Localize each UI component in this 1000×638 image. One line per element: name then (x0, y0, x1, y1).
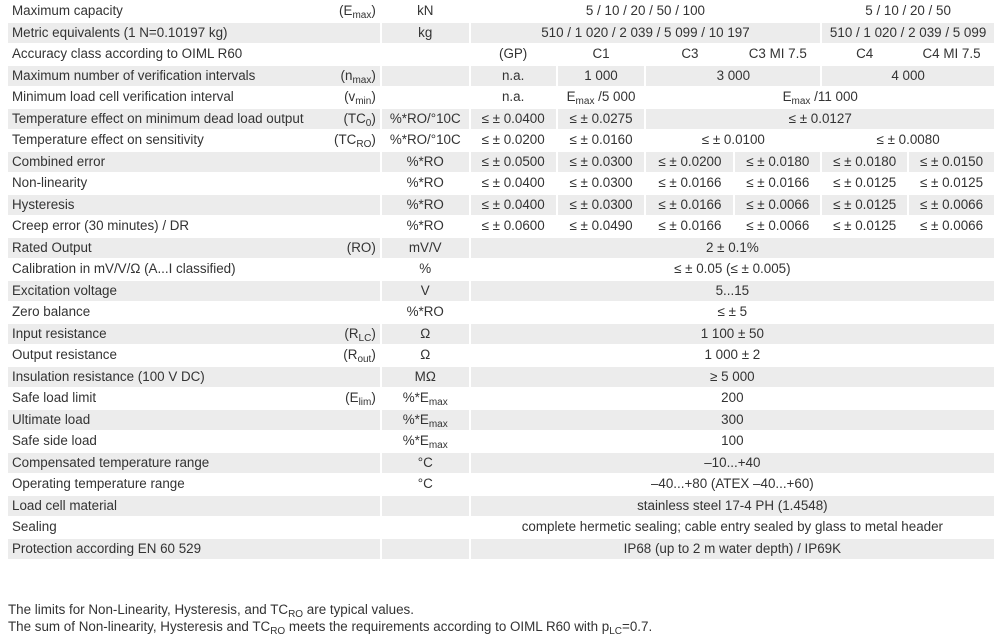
value-cell: ≤ ± 0.0125 (822, 173, 907, 194)
value-cell: –40...+80 (ATEX –40...+60) (471, 474, 994, 495)
value-cell: 200 (471, 388, 994, 409)
value-cell: ≤ ± 0.0300 (558, 173, 645, 194)
unit-cell: $\%*E_{max}$ (382, 431, 469, 452)
unit-cell: °C (382, 474, 469, 495)
row-label: Rated Output (RO) (8, 238, 380, 259)
value-cell: ≤ ± 0.0300 (558, 195, 645, 216)
value-cell: C3 MI 7.5 (735, 44, 820, 65)
unit-cell: MΩ (382, 367, 469, 388)
value-cell: (GP) (471, 44, 556, 65)
value-cell: ≤ ± 0.0150 (909, 152, 994, 173)
table-row (8, 474, 994, 495)
unit-cell (382, 539, 469, 560)
value-cell: ≤ ± 0.0066 (909, 216, 994, 237)
spec-table (6, 0, 996, 560)
table-row (8, 324, 994, 345)
row-label: Safe load limit $(E_{lim})$ (8, 388, 380, 409)
row-label: Ultimate load (8, 410, 380, 431)
value-cell: 3 000 (646, 66, 820, 87)
unit-cell: kg (382, 23, 469, 44)
value-cell: ≤ ± 5 (471, 302, 994, 323)
table-row (8, 281, 994, 302)
row-label: Compensated temperature range (8, 453, 380, 474)
symbol: $(TC_0)$ (343, 110, 376, 129)
unit-cell: kN (382, 1, 469, 22)
row-label: Zero balance (8, 302, 380, 323)
value-cell: ≤ ± 0.0500 (471, 152, 556, 173)
table-row (8, 345, 994, 366)
unit-cell (382, 517, 469, 538)
value-cell: –10...+40 (471, 453, 994, 474)
unit-cell: Ω (382, 345, 469, 366)
symbol: (RO) (346, 239, 376, 255)
footnote-2: The sum of Non-linearity, Hysteresis and $TC_{RO}$ meets the requirements according to OIML R60 with $p_{LC}=0.7$. (8, 619, 653, 637)
table-row (8, 431, 994, 452)
row-label: Accuracy class according to OIML R60 (8, 44, 380, 65)
unit-cell: %*RO (382, 195, 469, 216)
value-cell: $E_{max}$ /11 000 (646, 87, 994, 108)
unit-cell (382, 44, 469, 65)
value-cell: complete hermetic sealing; cable entry sealed by glass to metal header (471, 517, 994, 538)
value-cell: n.a. (471, 87, 556, 108)
unit-cell: V (382, 281, 469, 302)
value-cell: ≤ ± 0.0400 (471, 173, 556, 194)
value-cell: n.a. (471, 66, 556, 87)
table-row (8, 410, 994, 431)
unit-cell (382, 496, 469, 517)
symbol: $(TC_{RO})$ (334, 132, 376, 150)
unit-cell: %*RO (382, 216, 469, 237)
value-cell: 510 / 1 020 / 2 039 / 5 099 / 10 197 (471, 23, 821, 44)
row-label: Metric equivalents (1 N=0.10197 kg) (8, 23, 380, 44)
value-cell: ≤ ± 0.0180 (822, 152, 907, 173)
value-cell: $E_{max}$ /5 000 (558, 87, 645, 108)
value-cell: ≤ ± 0.0300 (558, 152, 645, 173)
unit-cell: %*RO (382, 152, 469, 173)
value-cell: ≥ 5 000 (471, 367, 994, 388)
value-cell: 1 000 (558, 66, 645, 87)
value-cell: 300 (471, 410, 994, 431)
value-cell: ≤ ± 0.0125 (909, 173, 994, 194)
table-row (8, 259, 994, 280)
footnotes (8, 601, 652, 635)
table-row (8, 496, 994, 517)
row-label: Input resistance $(R_{LC})$ (8, 324, 380, 345)
value-cell: C4 (822, 44, 907, 65)
unit-cell: $\%*E_{max}$ (382, 388, 469, 409)
value-cell: ≤ ± 0.0275 (558, 109, 645, 130)
value-cell: ≤ ± 0.0080 (822, 130, 994, 151)
table-row (8, 1, 994, 22)
table-row (8, 517, 994, 538)
row-label: Output resistance $(R_{out})$ (8, 345, 380, 366)
table-row (8, 367, 994, 388)
row-label: Combined error (8, 152, 380, 173)
row-label: Hysteresis (8, 195, 380, 216)
value-cell: ≤ ± 0.0066 (909, 195, 994, 216)
row-label: Non-linearity (8, 173, 380, 194)
row-label: Safe side load (8, 431, 380, 452)
unit-cell (382, 66, 469, 87)
value-cell: C3 (646, 44, 733, 65)
table-row (8, 130, 994, 151)
table-row (8, 66, 994, 87)
unit-cell: mV/V (382, 238, 469, 259)
table-row (8, 539, 994, 560)
value-cell: ≤ ± 0.05 (≤ ± 0.005) (471, 259, 994, 280)
symbol: $(E_{max})$ (339, 3, 376, 21)
row-label: Excitation voltage (8, 281, 380, 302)
table-row (8, 87, 994, 108)
value-cell: 100 (471, 431, 994, 452)
value-cell: ≤ ± 0.0166 (646, 195, 733, 216)
value-cell: ≤ ± 0.0166 (735, 173, 820, 194)
value-cell: 1 000 ± 2 (471, 345, 994, 366)
unit-cell: %*RO/°10C (382, 109, 469, 130)
value-cell: ≤ ± 0.0200 (471, 130, 556, 151)
table-row (8, 302, 994, 323)
value-cell: ≤ ± 0.0066 (735, 195, 820, 216)
value-cell: ≤ ± 0.0166 (646, 173, 733, 194)
row-label: Creep error (30 minutes) / DR (8, 216, 380, 237)
value-cell: ≤ ± 0.0100 (646, 130, 820, 151)
row-label: Operating temperature range (8, 474, 380, 495)
unit-cell: %*RO/°10C (382, 130, 469, 151)
symbol: $(R_{LC})$ (344, 325, 376, 344)
table-row (8, 388, 994, 409)
unit-cell (382, 87, 469, 108)
value-cell: 510 / 1 020 / 2 039 / 5 099 (822, 23, 994, 44)
value-cell: ≤ ± 0.0125 (822, 216, 907, 237)
symbol: $(R_{out})$ (343, 347, 376, 365)
value-cell: ≤ ± 0.0490 (558, 216, 645, 237)
table-row (8, 152, 994, 173)
unit-cell: Ω (382, 324, 469, 345)
row-label: Maximum capacity $(E_{max})$ (8, 1, 380, 22)
table-row (8, 109, 994, 130)
value-cell: ≤ ± 0.0125 (822, 195, 907, 216)
value-cell: 5...15 (471, 281, 994, 302)
value-cell: 1 100 ± 50 (471, 324, 994, 345)
table-row (8, 238, 994, 259)
value-cell: ≤ ± 0.0180 (735, 152, 820, 173)
row-label: Calibration in mV/V/Ω (A...I classified) (8, 259, 380, 280)
value-cell: C1 (558, 44, 645, 65)
value-cell: ≤ ± 0.0600 (471, 216, 556, 237)
unit-cell: %*RO (382, 173, 469, 194)
footnote-1: The limits for Non-Linearity, Hysteresis, and $TC_{RO}$ are typical values. (8, 602, 414, 620)
row-label: Minimum load cell verification interval $(v_{min})$ (8, 87, 380, 108)
unit-cell: %*RO (382, 302, 469, 323)
table-row (8, 44, 994, 65)
value-cell: C4 MI 7.5 (909, 44, 994, 65)
value-cell: IP68 (up to 2 m water depth) / IP69K (471, 539, 994, 560)
row-label: Sealing (8, 517, 380, 538)
value-cell: ≤ ± 0.0200 (646, 152, 733, 173)
table-row (8, 195, 994, 216)
row-label: Load cell material (8, 496, 380, 517)
value-cell: ≤ ± 0.0160 (558, 130, 645, 151)
symbol: $(v_{min})$ (344, 89, 376, 107)
row-label: Temperature effect on sensitivity $(TC_{RO})$ (8, 130, 380, 151)
row-label: Maximum number of verification intervals $(n_{max})$ (8, 66, 380, 87)
value-cell: stainless steel 17-4 PH (1.4548) (471, 496, 994, 517)
row-label: Temperature effect on minimum dead load output $(TC_0)$ (8, 109, 380, 130)
row-label: Protection according EN 60 529 (8, 539, 380, 560)
value-cell: 5 / 10 / 20 / 50 / 100 (471, 1, 821, 22)
unit-cell: °C (382, 453, 469, 474)
unit-cell: $\%*E_{max}$ (382, 410, 469, 431)
value-cell: 5 / 10 / 20 / 50 (822, 1, 994, 22)
value-cell: ≤ ± 0.0400 (471, 195, 556, 216)
table-row (8, 453, 994, 474)
value-cell: ≤ ± 0.0127 (646, 109, 994, 130)
value-cell: 2 ± 0.1% (471, 238, 994, 259)
value-cell: ≤ ± 0.0166 (646, 216, 733, 237)
value-cell: ≤ ± 0.0400 (471, 109, 556, 130)
symbol: $(n_{max})$ (340, 67, 376, 86)
value-cell: ≤ ± 0.0066 (735, 216, 820, 237)
table-row (8, 23, 994, 44)
unit-cell: % (382, 259, 469, 280)
value-cell: 4 000 (822, 66, 994, 87)
table-row (8, 173, 994, 194)
table-row (8, 216, 994, 237)
row-label: Insulation resistance (100 V DC) (8, 367, 380, 388)
symbol: $(E_{lim})$ (345, 390, 376, 408)
